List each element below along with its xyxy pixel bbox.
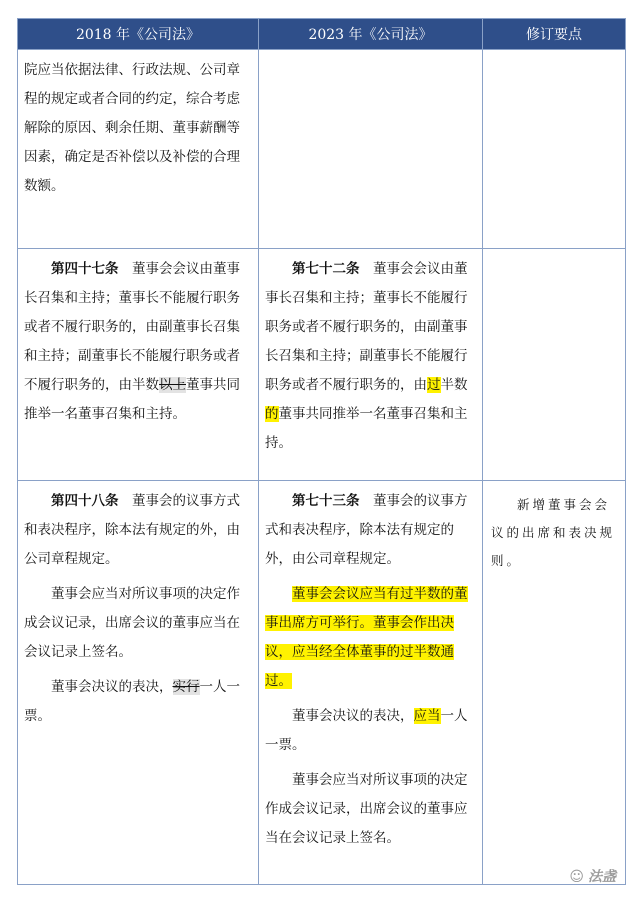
cell-2023	[259, 50, 483, 249]
article-number: 第七十三条	[292, 493, 360, 509]
cell-notes	[483, 481, 626, 885]
table-row	[18, 481, 626, 885]
table-row	[18, 249, 626, 481]
old-text: 董事会应当对所议事项的决定作成会议记录，出席会议的董事应当在会议记录上签名。	[24, 586, 240, 660]
new-text: 董事会会议由董事长召集和主持；董事长不能履行职务或者不履行职务的，由副董事长召集和主持；副董事长不能履行职务或者不履行职务的，由	[265, 261, 468, 393]
cell-notes	[483, 50, 626, 249]
cell-notes	[483, 249, 626, 481]
law-comparison-table	[17, 18, 626, 885]
deleted-text: 实行	[172, 679, 200, 695]
article-number: 第四十八条	[51, 493, 119, 509]
table-header-row	[18, 19, 626, 50]
header-2023-law: 2023 年《公司法》	[259, 19, 483, 50]
old-text: 董事会决议的表决，	[51, 679, 173, 695]
new-text: 董事共同推举一名董事召集和主持。	[265, 406, 468, 451]
highlighted-text: 董事会会议应当有过半数的董事出席方可举行。董事会作出决议，应当经全体董事的过半数通过。	[265, 586, 468, 689]
cell-2018	[18, 50, 259, 249]
new-text: 半数	[440, 377, 468, 393]
highlighted-text: 应当	[413, 708, 441, 724]
highlighted-text: 过	[427, 377, 441, 393]
header-2018-law: 2018 年《公司法》	[18, 19, 259, 50]
article-number: 第四十七条	[51, 261, 119, 277]
old-text: 一人一票。	[24, 679, 240, 724]
cell-2023	[259, 249, 483, 481]
cell-2018	[18, 481, 259, 885]
cell-2018	[18, 249, 259, 481]
article-number: 第七十二条	[292, 261, 360, 277]
highlighted-text: 的	[265, 406, 279, 422]
header-revision-points: 修订要点	[483, 19, 626, 50]
old-text: 院应当依据法律、行政法规、公司章程的规定或者合同的约定，综合考虑解除的原因、剩余任期、董事薪酬等因素，确定是否补偿以及补偿的合理数额。	[24, 62, 240, 194]
old-text: 董事共同推举一名董事召集和主持。	[24, 377, 240, 422]
new-text: 董事会决议的表决，	[292, 708, 414, 724]
cell-2023	[259, 481, 483, 885]
watermark	[569, 866, 616, 886]
table-row	[18, 50, 626, 249]
new-text: 董事会的议事方式和表决程序，除本法有规定的外，由公司章程规定。	[265, 493, 468, 567]
old-text: 董事会会议由董事长召集和主持；董事长不能履行职务或者不履行职务的，由副董事长召集和主持；副董事长不能履行职务或者不履行职务的，由半数	[24, 261, 240, 393]
deleted-text: 以上	[159, 377, 186, 393]
old-text: 董事会的议事方式和表决程序，除本法有规定的外，由公司章程规定。	[24, 493, 240, 567]
watermark-text: 法盏	[588, 869, 616, 885]
new-text: 一人一票。	[265, 708, 468, 753]
wechat-icon: ☺	[569, 869, 584, 885]
revision-note: 新增董事会会议的出席和表决规则。	[491, 497, 616, 568]
new-text: 董事会应当对所议事项的决定作成会议记录，出席会议的董事应当在会议记录上签名。	[265, 772, 468, 846]
